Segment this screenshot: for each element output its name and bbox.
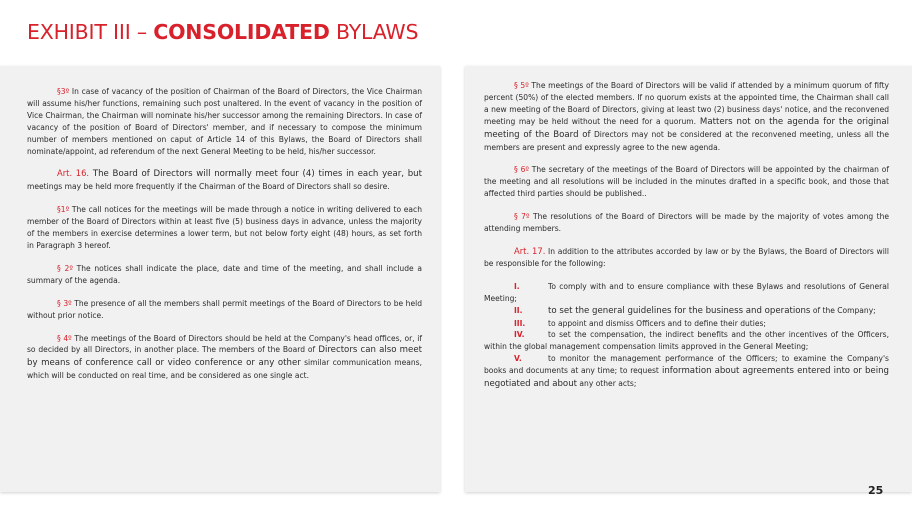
paragraph-s7: § 7º The resolutions of the Board of Directors will be made by the majority of votes among the attending members. xyxy=(484,212,889,234)
left-text-panel xyxy=(0,66,440,492)
paragraph-art16: Art. 16. The Board of Directors will normally meet four (4) times in each year, but meetings may be held more frequently if the Chairman of the Board of Directors shall so desire. xyxy=(27,168,423,192)
paragraph-s3b: § 3º The presence of all the members shall permit meetings of the Board of Directors to be held without prior notice. xyxy=(27,298,422,320)
list-item: III. to appoint and dismiss Officers and to define their duties; xyxy=(514,318,766,328)
page-number: 25 xyxy=(868,484,884,497)
list-item: V. to monitor the management performance of the Officers; to examine the Company's books and documents at any time; to request information about agreements entered into or being negotiated and about any other acts; xyxy=(484,354,889,390)
paragraph-s1: §1º The call notices for the meetings will be made through a notice in writing delivered to each member of the Board of Directors within at least five (5) business days in advance, unless the majority of the members in exercise determines a lower term, but not below forty eight (48) hours, as set forth in Paragraph 3 hereof. xyxy=(27,205,422,250)
paragraph-s4: § 4º The meetings of the Board of Directors should be held at the Company's head offices, or, if so decided by all Directors, in another place. The members of the Board of Directors can also meet by means of conference call or video conference or any other similar communication means, which will be conducted on real time, and be considered as one single act. xyxy=(27,333,423,381)
page-title: EXHIBIT III – CONSOLIDATED BYLAWS xyxy=(27,20,419,44)
list-item: IV. to set the compensation, the indirect benefits and the other incentives of the Officers, within the global management compensation limits approved in the General Meeting; xyxy=(484,330,889,352)
right-text-panel xyxy=(465,66,912,492)
paragraph-s6: § 6º The secretary of the meetings of the Board of Directors will be appointed by the chairman of the meeting and all resolutions will be included in the minutes drafted in a specific book, and those that affected third parties should be published.. xyxy=(484,165,890,199)
paragraph-s5: § 5º The meetings of the Board of Directors will be valid if attended by a minimum quorum of fifty percent (50%) of the elected members. If no quorum exists at the appointed time, the Chairman shall call a new meeting of the Board of Directors, giving at least two (2) business days' notice, and the reconvened meeting may be held without the need for a quorum. Matters not on the agenda for the original meeting of the Board of Directors may not be considered at the reconvened meeting, unless all the members are present and expressly agree to the new agenda. xyxy=(484,81,890,152)
paragraph-s2: § 2º The notices shall indicate the place, date and time of the meeting, and shall include a summary of the agenda. xyxy=(27,263,423,285)
list-item: I. To comply with and to ensure compliance with these Bylaws and resolutions of General Meeting; xyxy=(484,281,889,303)
paragraph-art17: Art. 17. In addition to the attributes accorded by law or by the Bylaws, the Board of Directors will be responsible for the following: xyxy=(484,245,889,268)
list-item: II. to set the general guidelines for the business and operations of the Company; xyxy=(514,305,876,316)
paragraph-s3: §3º In case of vacancy of the position of Chairman of the Board of Directors, the Vice Chairman will assume his/her functions, remaining such post unaltered. In the event of vacancy in the position of Vice Chairman, the Chairman will nominate his/her successor among the remaining Directors. In case of vacancy of the position of Board of Directors' member, and if necessary to compose the minimum number of members mentioned on caput of Article 14 of this Bylaws, the Board of Directors shall nominate/appoint, ad referendum of the next General Meeting to be held, his/her successor. xyxy=(27,87,422,156)
